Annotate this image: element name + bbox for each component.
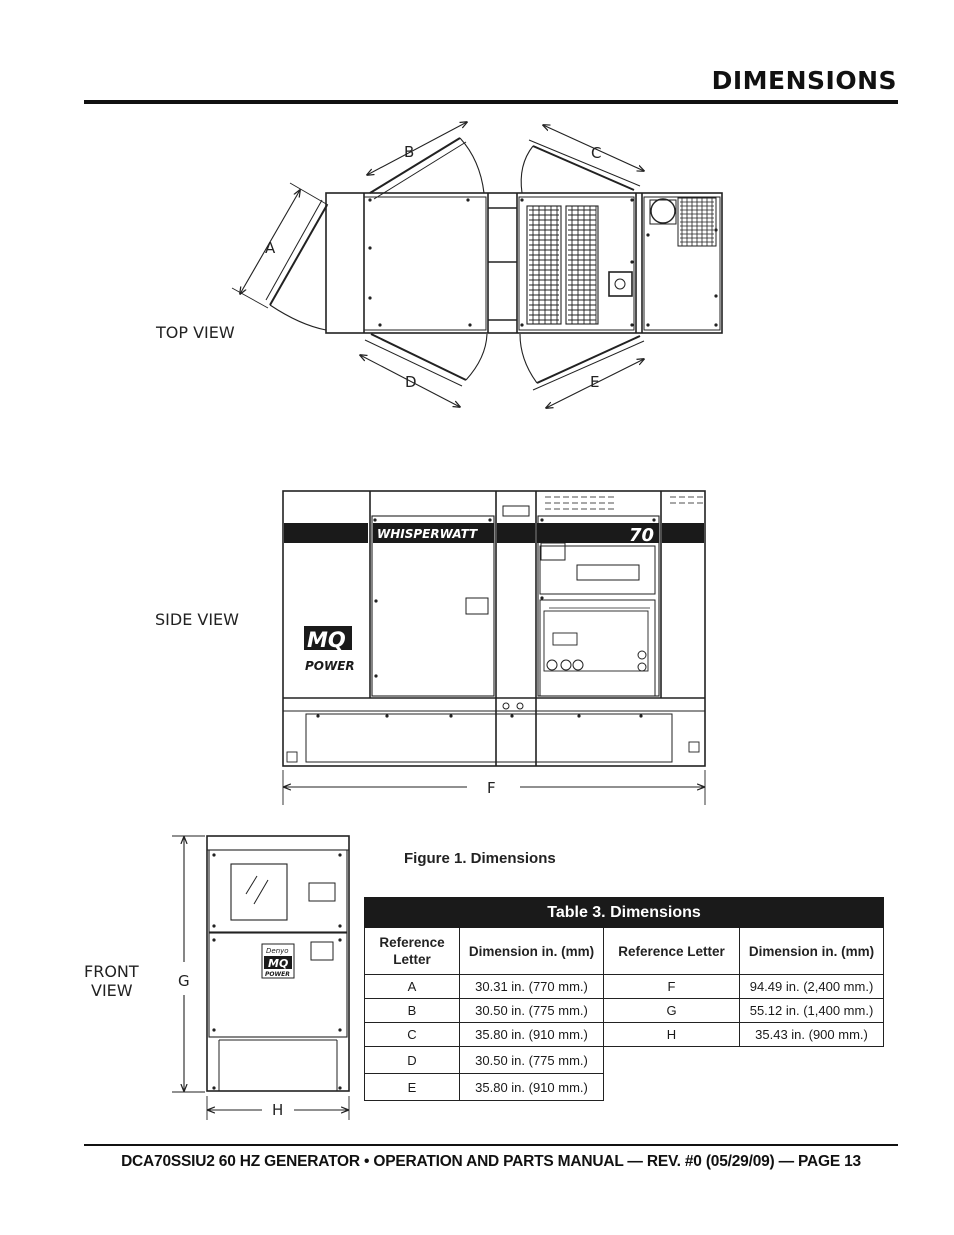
mq-logo-sub: POWER — [305, 659, 355, 673]
table-header-ref-2: Reference Letter — [604, 928, 740, 975]
table-row — [365, 975, 884, 999]
bolt-dot — [374, 599, 377, 602]
side-banner-right — [662, 523, 704, 543]
bolt-dot — [338, 938, 341, 941]
dim-letter-f: F — [487, 779, 496, 797]
side-view-bolts — [316, 518, 655, 717]
dim-letter-h: H — [272, 1101, 284, 1119]
page-footer: DCA70SSIU2 60 HZ GENERATOR • OPERATION AND PARTS MANUAL — REV. #0 (05/29/09) — PAGE 13 — [121, 1153, 861, 1170]
bolt-dot — [338, 1028, 341, 1031]
table-cell: 55.12 in. (1,400 mm.) — [740, 999, 884, 1023]
top-view-bolts — [368, 198, 717, 326]
bolt-dot — [212, 938, 215, 941]
bolt-dot — [368, 198, 371, 201]
table-title: Table 3. Dimensions — [365, 898, 884, 928]
table-cell: E — [365, 1074, 460, 1101]
bolt-dot — [520, 198, 523, 201]
bolt-dot — [212, 853, 215, 856]
dim-letter-g: G — [178, 972, 190, 990]
bolt-dot — [316, 714, 319, 717]
bolt-dot — [338, 924, 341, 927]
bolt-dot — [212, 924, 215, 927]
table-cell: D — [365, 1047, 460, 1074]
page-title: DIMENSIONS — [711, 66, 897, 95]
table-cell: C — [365, 1023, 460, 1047]
table-empty-cell — [604, 1047, 884, 1074]
bolt-dot — [714, 294, 717, 297]
front-logo-sub: POWER — [265, 971, 290, 978]
table-cell: G — [604, 999, 740, 1023]
top-view-label: TOP VIEW — [156, 323, 235, 342]
dimensions-table — [364, 897, 884, 1101]
dim-letter-e: E — [590, 373, 600, 391]
bolt-dot — [520, 323, 523, 326]
bolt-dot — [449, 714, 452, 717]
table-cell: 35.43 in. (900 mm.) — [740, 1023, 884, 1047]
table-empty-cell — [604, 1074, 884, 1101]
table-row — [365, 1074, 884, 1101]
model-badge-text: 70 — [629, 525, 655, 546]
side-banner-mid — [497, 523, 535, 543]
bolt-dot — [540, 518, 543, 521]
table-cell: F — [604, 975, 740, 999]
table-row — [365, 999, 884, 1023]
table-row — [365, 1047, 884, 1074]
bolt-dot — [630, 323, 633, 326]
table-header-dim-2: Dimension in. (mm) — [740, 928, 884, 975]
bolt-dot — [714, 228, 717, 231]
table-cell: 30.50 in. (775 mm.) — [460, 1047, 604, 1074]
bolt-dot — [385, 714, 388, 717]
footer-rule — [84, 1144, 898, 1146]
bolt-dot — [368, 246, 371, 249]
dim-letter-c: C — [591, 144, 602, 162]
table-cell: B — [365, 999, 460, 1023]
bolt-dot — [374, 674, 377, 677]
bolt-dot — [540, 596, 543, 599]
table-header-ref-1: Reference Letter — [365, 928, 460, 975]
bolt-dot — [378, 323, 381, 326]
table-cell: A — [365, 975, 460, 999]
table-cell: H — [604, 1023, 740, 1047]
table-cell: 35.80 in. (910 mm.) — [460, 1074, 604, 1101]
bolt-dot — [646, 323, 649, 326]
dim-letter-b: B — [404, 143, 415, 161]
side-banner-left — [284, 523, 368, 543]
bolt-dot — [646, 233, 649, 236]
table-row — [365, 1023, 884, 1047]
table-cell: 94.49 in. (2,400 mm.) — [740, 975, 884, 999]
bolt-dot — [630, 198, 633, 201]
bolt-dot — [368, 296, 371, 299]
brand-banner-text: WHISPERWATT — [377, 527, 478, 541]
table-cell: 35.80 in. (910 mm.) — [460, 1023, 604, 1047]
bolt-dot — [510, 714, 513, 717]
bolt-dot — [338, 853, 341, 856]
front-view-label-line2: VIEW — [91, 981, 133, 1000]
table-cell: 30.50 in. (775 mm.) — [460, 999, 604, 1023]
bolt-dot — [338, 1086, 341, 1089]
bolt-dot — [466, 198, 469, 201]
front-view-label-line1: FRONT — [84, 962, 139, 981]
bolt-dot — [577, 714, 580, 717]
mq-logo-text: MQ — [307, 628, 346, 652]
front-view-drawing — [172, 836, 349, 1120]
bolt-dot — [212, 1028, 215, 1031]
front-logo-mid: MQ — [268, 957, 289, 970]
bolt-dot — [639, 714, 642, 717]
bolt-dot — [488, 518, 491, 521]
bolt-dot — [714, 323, 717, 326]
bolt-dot — [652, 518, 655, 521]
bolt-dot — [630, 260, 633, 263]
bolt-dot — [212, 1086, 215, 1089]
table-header-dim-1: Dimension in. (mm) — [460, 928, 604, 975]
side-view-label: SIDE VIEW — [155, 610, 239, 629]
figure-caption: Figure 1. Dimensions — [404, 850, 556, 867]
dim-letter-a: A — [265, 239, 276, 257]
front-logo-top: Denyo — [266, 947, 289, 955]
table-cell: 30.31 in. (770 mm.) — [460, 975, 604, 999]
dim-letter-d: D — [405, 373, 417, 391]
bolt-dot — [468, 323, 471, 326]
bolt-dot — [373, 518, 376, 521]
top-view-drawing — [232, 122, 722, 408]
